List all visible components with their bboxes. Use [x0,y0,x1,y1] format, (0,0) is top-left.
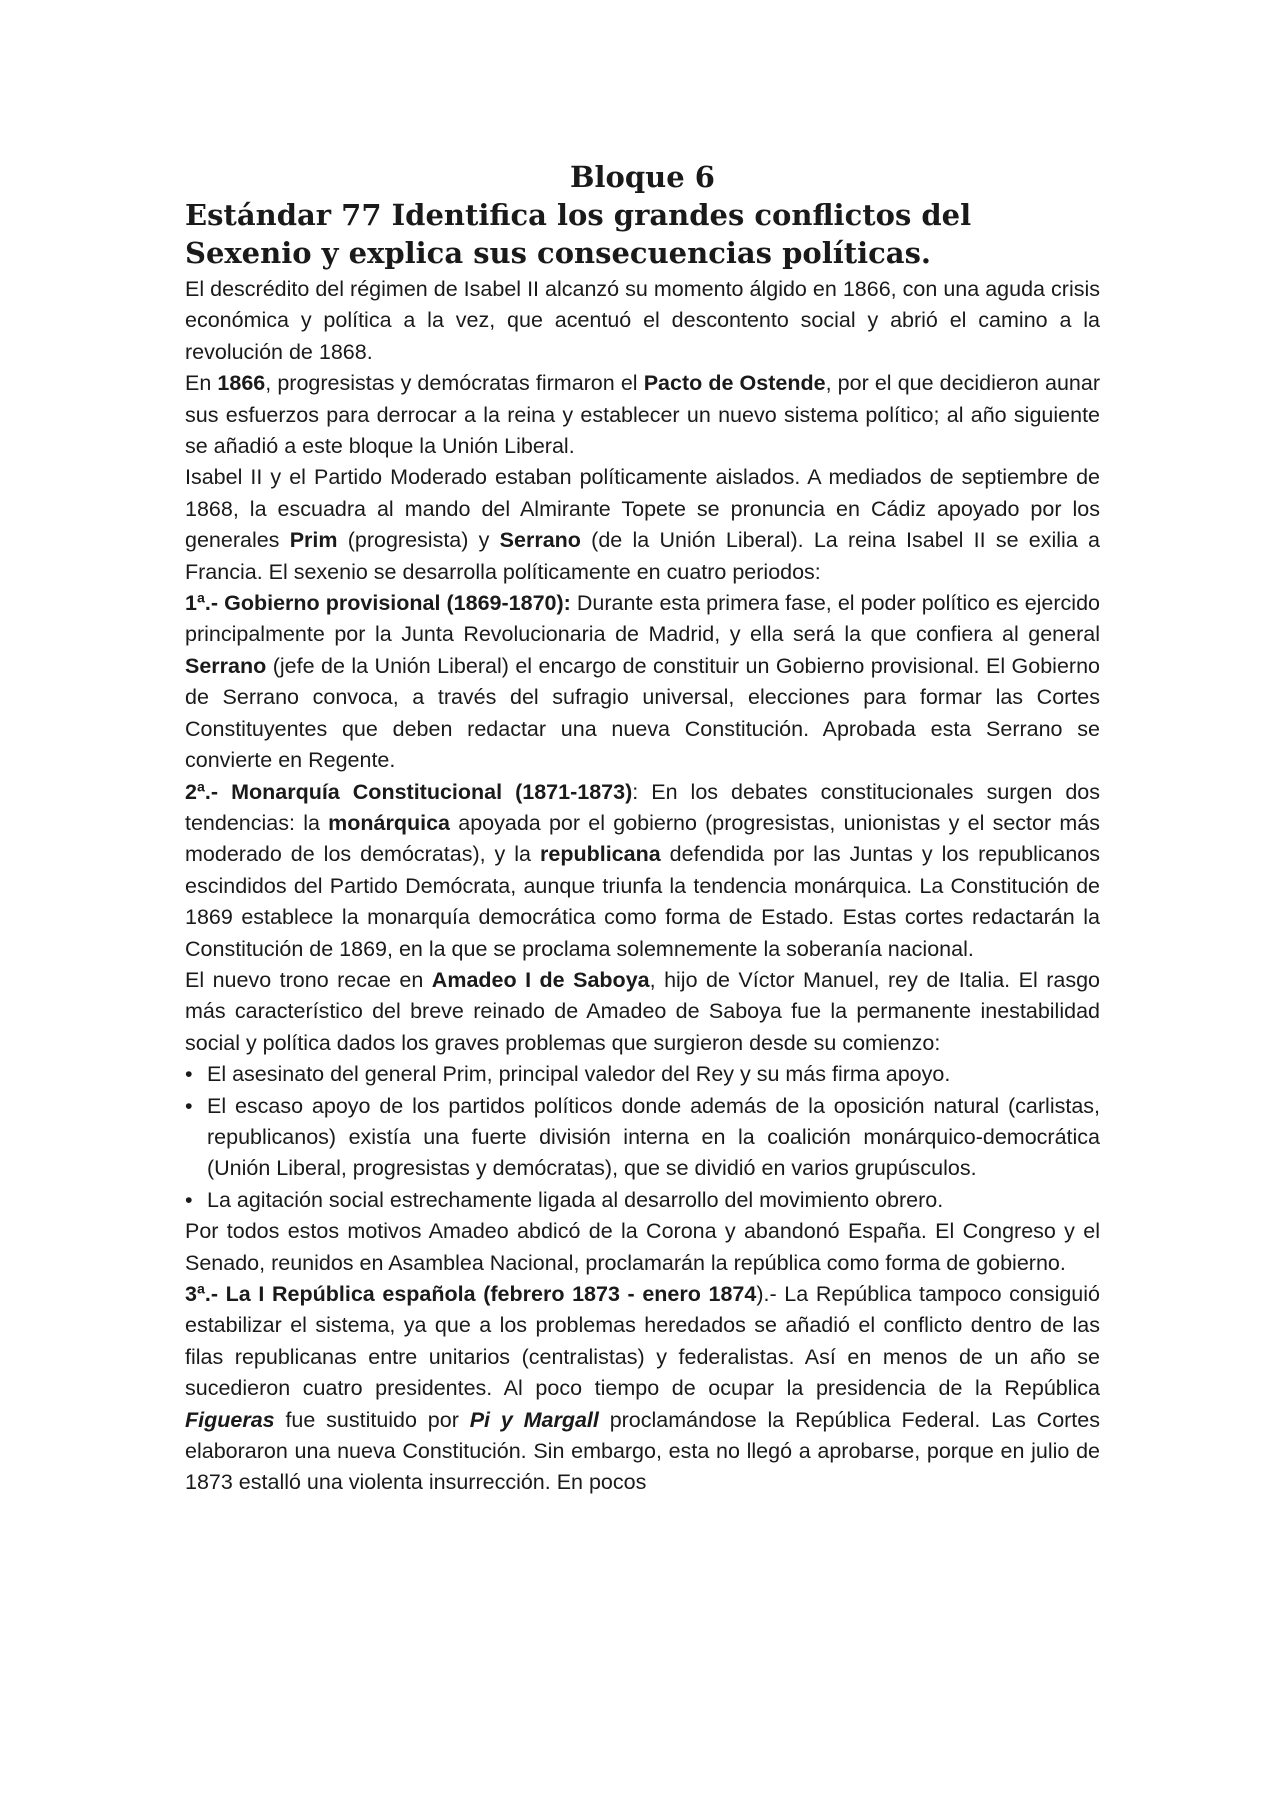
list-item-text: El asesinato del general Prim, principal valedor del Rey y su más firma apoyo. [207,1062,951,1087]
list-item-text: La agitación social estrechamente ligada al desarrollo del movimiento obrero. [207,1187,944,1212]
bullet-icon: • [185,1093,193,1118]
bullet-icon: • [185,1187,193,1212]
paragraph-revolution [185,462,1100,588]
text-run: (de la Unión Liberal). La reina Isabel II se exilia a Francia. El sexenio se desarrolla políticamente en cuatro periodos: [185,528,1100,584]
text-run: fue sustituido por [274,1407,470,1432]
paragraph-provisional-government [185,588,1100,776]
text-run: (progresista) y [337,528,500,553]
bold-run: Pacto de Ostende [643,371,826,396]
text-run: , progresistas y demócratas firmaron el [265,371,644,396]
bullet-icon: • [185,1062,193,1087]
paragraph-abdication: Por todos estos motivos Amadeo abdicó de la Corona y abandonó España. El Congreso y el Senado, reunidos en Asamblea Nacional, proclamarán la república como forma de gobierno. [185,1219,1100,1275]
page-title: Bloque 6 [570,160,715,194]
text-run: El nuevo trono recae en [185,967,432,992]
paragraph-first-republic [185,1279,1100,1499]
list-item [185,1059,1100,1090]
bold-run: republicana [540,842,661,867]
bold-run: 3ª.- La I República española (febrero 1873 - enero 1874 [185,1282,757,1306]
bold-run: monárquica [328,810,451,835]
text-run: defendida por las Juntas y los republicanos escindidos del Partido Demócrata, aunque triunfa la tendencia monárquica. La Constitución de 1869 establece la monarquía democrática como forma de Estado. Estas cortes redactarán la Constitución de 1869, en la que se proclama solemnemente la soberanía nacional. [185,842,1100,961]
text-run: : En los debates constitucionales surgen dos tendencias: la [185,779,1100,835]
text-run: apoyada por el gobierno (progresistas, unionistas y el sector más moderado de los demócratas), y la [185,810,1100,867]
bold-italic-run: Figueras [185,1407,275,1432]
text-run: proclamándose la República Federal. Las Cortes elaboraron una nueva Constitución. Sin embargo, esta no llegó a aprobarse, porque en julio de 1873 estalló una violenta insurrección. En pocos [185,1407,1100,1495]
list-item [185,1091,1100,1185]
bold-run: Amadeo I de Saboya [431,967,650,992]
bold-run: Serrano [185,653,267,678]
paragraph-ostende [185,368,1100,462]
paragraph-intro: El descrédito del régimen de Isabel II alcanzó su momento álgido en 1866, con una aguda crisis económica y política a la vez, que acentuó el descontento social y abrió el camino a la revolución de 1868. [185,277,1100,364]
list-item-text: El escaso apoyo de los partidos políticos donde además de la oposición natural (carlistas, republicanos) existía una fuerte división interna en la coalición monárquico-democrática (Unión Liberal, progresistas y demócratas), que se dividió en varios grupúsculos. [207,1093,1100,1181]
bold-run: 2ª.- Monarquía Constitucional (1871-1873) [185,779,633,804]
text-run: Durante esta primera fase, el poder político es ejercido principalmente por la Junta Revolucionaria de Madrid, y ella será la que confiera al general [185,591,1100,647]
bold-run: Prim [289,528,338,553]
text-run: ).- La República tampoco consiguió estabilizar el sistema, ya que a los problemas heredados se añadió el conflicto dentro de las filas republicanas entre unitarios (centralistas) y federalistas. Así en menos de un año se sucedieron cuatro presidentes. Al poco tiempo de ocupar la presidencia de la República [185,1282,1100,1401]
paragraph-amadeo [185,965,1100,1059]
paragraph-constitutional-monarchy [185,777,1100,965]
bold-run: 1866 [217,371,266,396]
bold-run: Serrano [499,528,581,553]
bold-run: 1ª.- Gobierno provisional (1869-1870): [185,591,571,616]
text-run: (jefe de la Unión Liberal) el encargo de constituir un Gobierno provisional. El Gobierno de Serrano convoca, a través del sufragio universal, elecciones para formar las Cortes Constituyentes que deben redactar una nueva Constitución. Aprobada esta Serrano se convierte en Regente. [185,653,1100,773]
bold-italic-run: Pi y Margall [469,1407,599,1432]
text-run: , hijo de Víctor Manuel, rey de Italia. El rasgo más característico del breve reinado de Amadeo de Saboya fue la permanente inestabilidad social y política dados los graves problemas que surgieron desde su comienzo: [185,967,1100,1055]
text-run: , por el que decidieron aunar sus esfuerzos para derrocar a la reina y establecer un nuevo sistema político; al año siguiente se añadió a este bloque la Unión Liberal. [185,371,1100,459]
list-item [185,1185,1100,1216]
standard-heading: Estándar 77 Identifica los grandes conflictos del Sexenio y explica sus consecuencias políticas. [185,198,972,270]
text-run: En [185,371,218,396]
document-page [185,158,1100,1499]
problems-list [185,1059,1100,1216]
text-run: Isabel II y el Partido Moderado estaban políticamente aislados. A mediados de septiembre de 1868, la escuadra al mando del Almirante Topete se pronuncia en Cádiz apoyado por los generales [185,465,1100,553]
